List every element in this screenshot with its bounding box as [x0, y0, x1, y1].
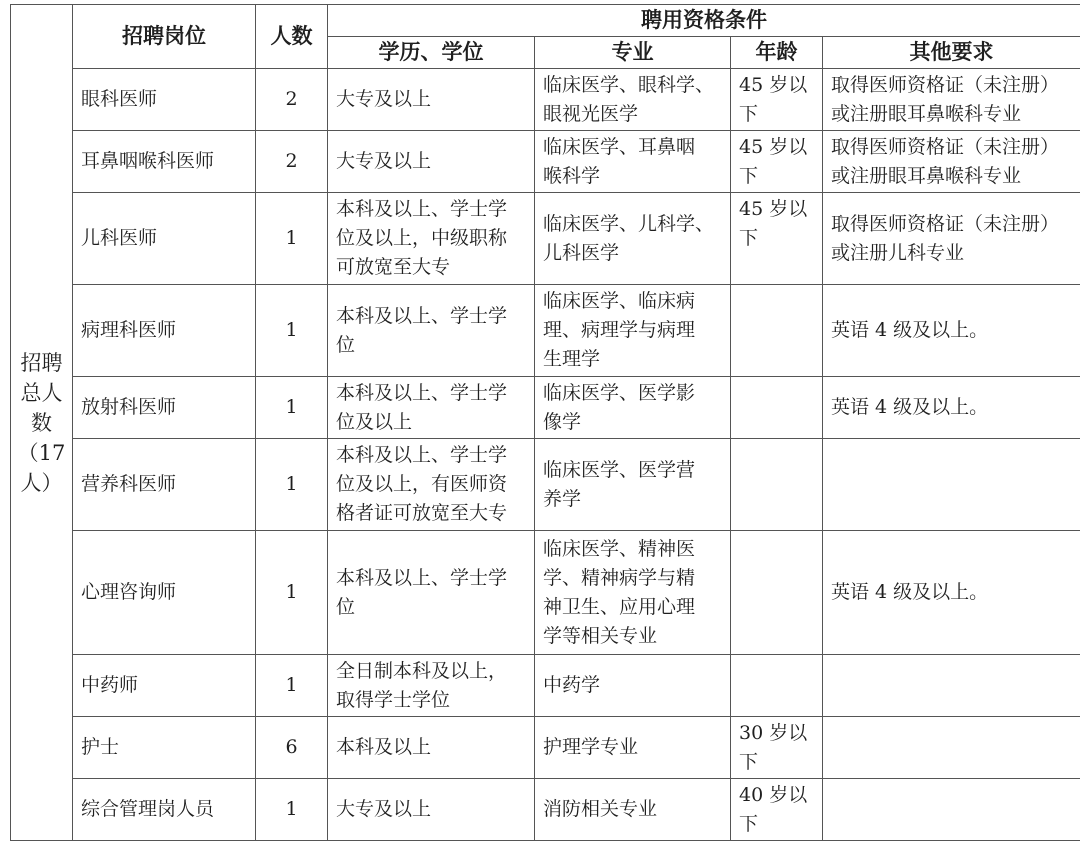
education-line: 位 [336, 595, 356, 618]
education-cell [328, 193, 535, 285]
education-line: 取得学士学位 [336, 688, 451, 711]
table-row [11, 193, 1080, 285]
education-line: 位及以上，有医师资 [336, 473, 508, 495]
total-line: 招聘 [20, 350, 63, 375]
major-cell [535, 193, 731, 285]
education-line: 本科及以上、学士学 [336, 381, 508, 404]
major-cell [535, 131, 731, 193]
education-line: 全日制本科及以上， [336, 659, 508, 682]
major-line: 眼视光医学 [543, 102, 639, 125]
age-line: 下 [739, 165, 759, 187]
age-line: 30 岁以 [739, 722, 808, 744]
education-cell [328, 531, 535, 655]
age-line: 45 岁以 [739, 136, 808, 158]
education-cell [328, 131, 535, 193]
position-cell: 儿科医师 [73, 193, 256, 285]
major-cell [535, 717, 731, 779]
position-cell: 护士 [73, 717, 256, 779]
header-other: 其他要求 [823, 37, 1080, 69]
education-cell [328, 285, 535, 377]
major-line: 消防相关专业 [543, 798, 658, 820]
age-line: 45 岁以 [739, 74, 808, 96]
major-line: 喉科学 [543, 164, 601, 187]
other-cell [823, 285, 1080, 377]
education-line: 位 [336, 333, 356, 356]
position-cell: 病理科医师 [73, 285, 256, 377]
education-line: 本科及以上、学士学 [336, 566, 508, 589]
education-line: 本科及以上、学士学 [336, 444, 508, 466]
other-line: 或注册儿科专业 [831, 241, 965, 264]
other-line: 取得医师资格证（未注册） [831, 135, 1060, 158]
education-line: 可放宽至大专 [336, 256, 451, 278]
position-cell: 综合管理岗人员 [73, 779, 256, 841]
education-line: 格者证可放宽至大专 [336, 502, 508, 524]
total-line: （17 [17, 440, 66, 465]
age-cell [731, 655, 823, 717]
count-cell: 1 [256, 779, 328, 841]
count-cell: 1 [256, 531, 328, 655]
header-qualifications: 聘用资格条件 [328, 5, 1080, 37]
age-line: 40 岁以 [739, 784, 808, 806]
total-line: 人） [20, 470, 63, 495]
age-cell [731, 377, 823, 439]
count-cell: 1 [256, 285, 328, 377]
major-line: 理、病理学与病理 [543, 319, 696, 341]
major-line: 临床医学、儿科学、 [543, 212, 715, 235]
major-cell [535, 655, 731, 717]
count-cell: 1 [256, 439, 328, 531]
major-line: 临床医学、精神医 [543, 537, 696, 560]
other-line: 取得医师资格证（未注册） [831, 212, 1060, 235]
major-line: 护理学专业 [543, 736, 639, 758]
count-cell: 2 [256, 131, 328, 193]
education-cell [328, 717, 535, 779]
major-cell [535, 439, 731, 531]
major-line: 像学 [543, 410, 582, 433]
age-cell [731, 779, 823, 841]
table-row [11, 439, 1080, 531]
total-line: 总人 [20, 380, 63, 405]
major-cell [535, 779, 731, 841]
other-line: 或注册眼耳鼻喉科专业 [831, 164, 1022, 187]
count-cell: 1 [256, 655, 328, 717]
table-row [11, 531, 1080, 655]
count-cell: 1 [256, 193, 328, 285]
total-count-cell [11, 5, 73, 841]
education-line: 大专及以上 [336, 150, 432, 172]
age-cell [731, 439, 823, 531]
age-cell [731, 717, 823, 779]
education-line: 本科及以上、学士学 [336, 198, 508, 220]
education-line: 大专及以上 [336, 798, 432, 820]
header-position: 招聘岗位 [73, 5, 256, 69]
other-line: 英语 4 级及以上。 [831, 319, 989, 341]
major-cell [535, 69, 731, 131]
major-line: 临床医学、临床病 [543, 290, 696, 312]
education-line: 位及以上 [336, 410, 413, 433]
major-cell [535, 531, 731, 655]
major-line: 临床医学、耳鼻咽 [543, 135, 696, 158]
table-row [11, 69, 1080, 131]
count-cell: 6 [256, 717, 328, 779]
age-cell [731, 69, 823, 131]
table-row [11, 131, 1080, 193]
major-line: 临床医学、医学影 [543, 381, 696, 404]
age-line: 下 [739, 103, 759, 125]
other-cell [823, 779, 1080, 841]
header-major: 专业 [535, 37, 731, 69]
count-cell: 2 [256, 69, 328, 131]
education-line: 本科及以上 [336, 736, 432, 758]
table-row [11, 779, 1080, 841]
position-cell: 营养科医师 [73, 439, 256, 531]
age-line: 下 [739, 227, 759, 249]
position-cell: 中药师 [73, 655, 256, 717]
other-cell [823, 531, 1080, 655]
header-age: 年龄 [731, 37, 823, 69]
education-line: 大专及以上 [336, 88, 432, 110]
major-cell [535, 377, 731, 439]
age-cell [731, 131, 823, 193]
other-cell [823, 69, 1080, 131]
other-line: 取得医师资格证（未注册） [831, 73, 1060, 96]
recruitment-table [10, 4, 1080, 841]
education-cell [328, 655, 535, 717]
table-row [11, 285, 1080, 377]
other-line: 或注册眼耳鼻喉科专业 [831, 102, 1022, 125]
other-line: 英语 4 级及以上。 [831, 581, 989, 603]
other-line: 英语 4 级及以上。 [831, 396, 989, 418]
count-cell: 1 [256, 377, 328, 439]
position-cell: 耳鼻咽喉科医师 [73, 131, 256, 193]
age-line: 45 岁以 [739, 198, 808, 220]
other-cell [823, 131, 1080, 193]
position-cell: 放射科医师 [73, 377, 256, 439]
education-cell [328, 69, 535, 131]
table-row [11, 377, 1080, 439]
table-row [11, 655, 1080, 717]
table-row [11, 717, 1080, 779]
education-line: 位及以上，中级职称 [336, 227, 508, 249]
education-line: 本科及以上、学士学 [336, 304, 508, 327]
header-count: 人数 [256, 5, 328, 69]
major-cell [535, 285, 731, 377]
other-cell [823, 717, 1080, 779]
age-line: 下 [739, 751, 759, 773]
age-cell [731, 531, 823, 655]
age-line: 下 [739, 813, 759, 835]
header-education: 学历、学位 [328, 37, 535, 69]
major-line: 神卫生、应用心理 [543, 595, 696, 618]
age-cell [731, 193, 823, 285]
major-line: 学等相关专业 [543, 624, 658, 647]
major-line: 儿科医学 [543, 241, 620, 264]
major-line: 临床医学、医学营 [543, 458, 696, 481]
education-cell [328, 779, 535, 841]
major-line: 中药学 [543, 674, 601, 696]
major-line: 临床医学、眼科学、 [543, 73, 715, 96]
position-cell: 心理咨询师 [73, 531, 256, 655]
other-cell [823, 655, 1080, 717]
education-cell [328, 439, 535, 531]
other-cell [823, 193, 1080, 285]
other-cell [823, 377, 1080, 439]
age-cell [731, 285, 823, 377]
education-cell [328, 377, 535, 439]
position-cell: 眼科医师 [73, 69, 256, 131]
major-line: 养学 [543, 487, 582, 510]
other-cell [823, 439, 1080, 531]
total-line: 数 [31, 410, 52, 435]
major-line: 学、精神病学与精 [543, 566, 696, 589]
major-line: 生理学 [543, 348, 601, 370]
header-row-top [11, 5, 1080, 37]
